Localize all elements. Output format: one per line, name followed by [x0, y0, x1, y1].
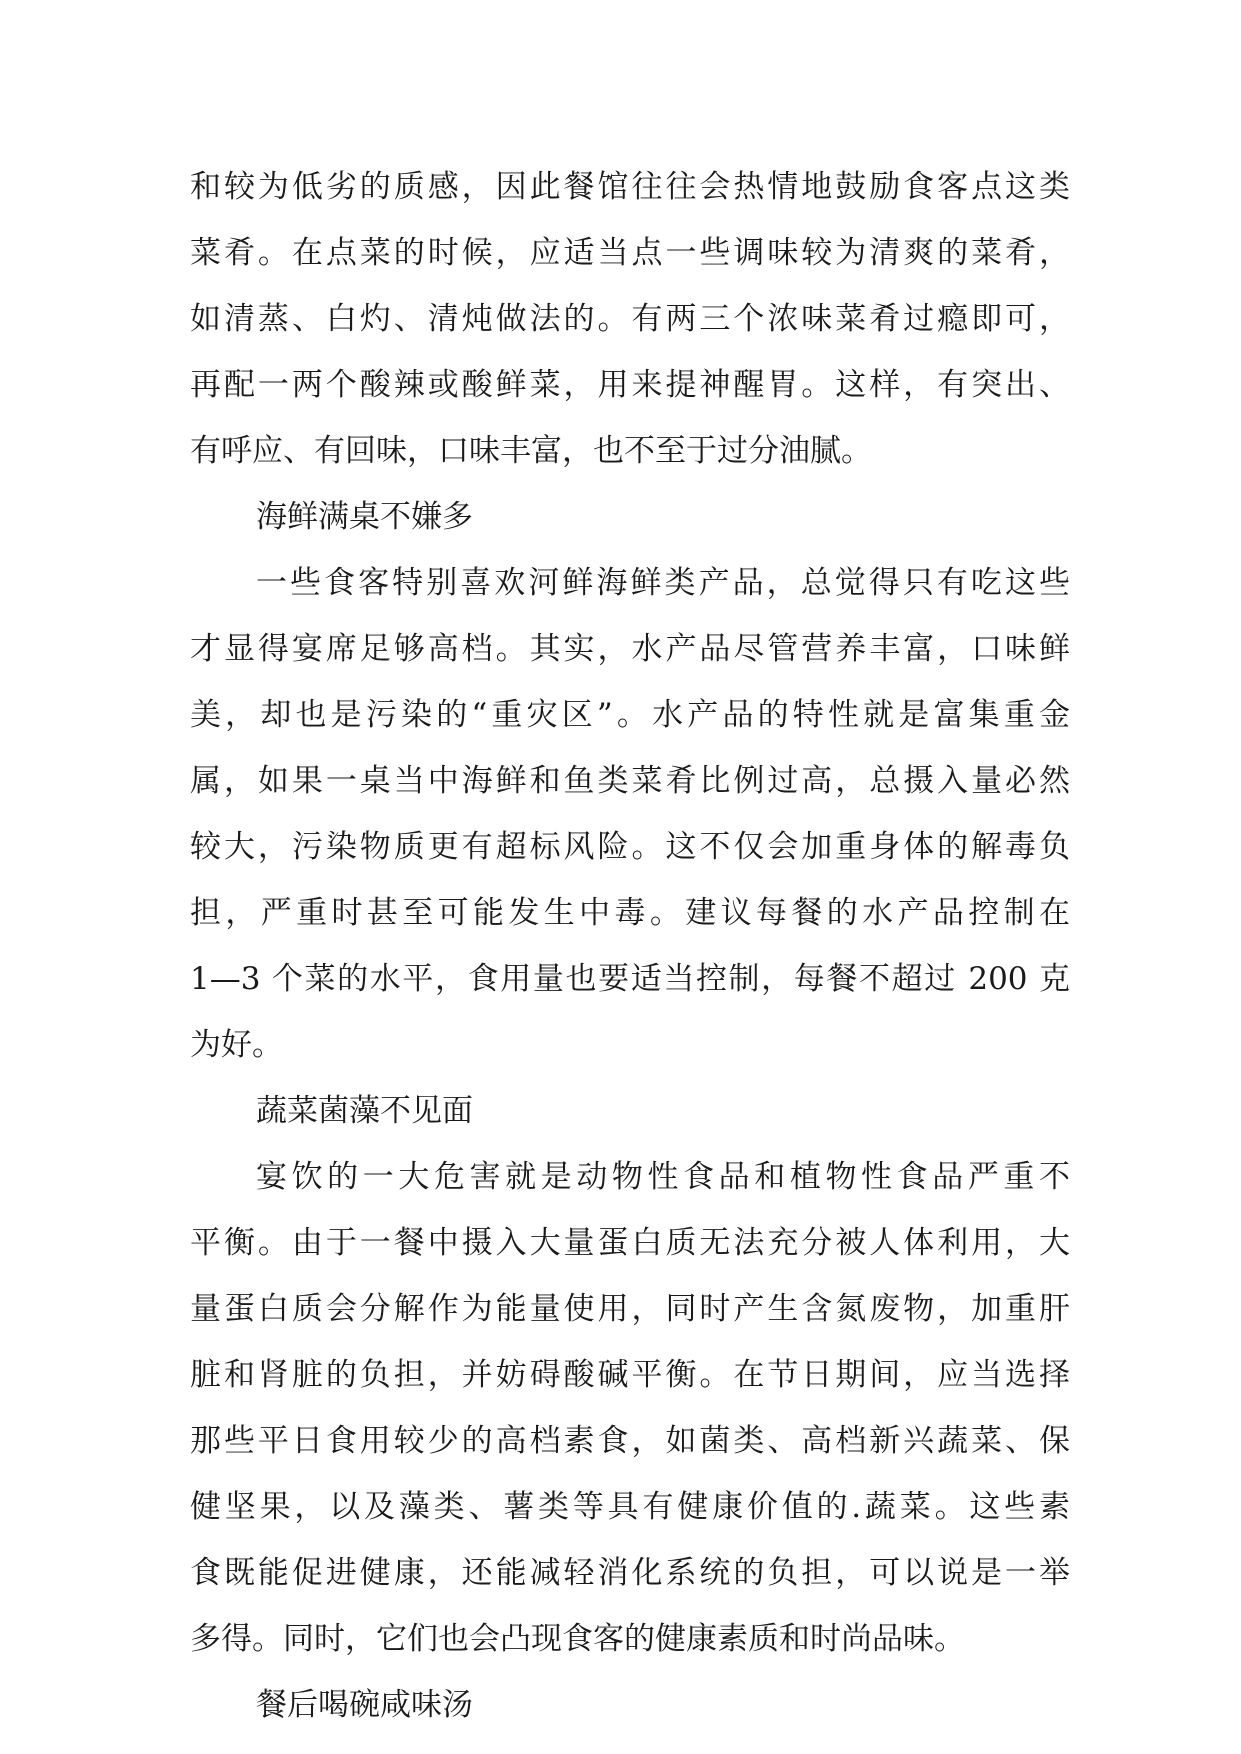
text-line: 宴饮的一大危害就是动物性食品和植物性食品严重不 — [256, 1159, 1070, 1195]
text-line: 健坚果，以及藻类、薯类等具有健康价值的.蔬菜。这些素 — [190, 1489, 1070, 1525]
text-line: 多得。同时，它们也会凸现食客的健康素质和时尚品味。 — [190, 1621, 965, 1657]
text-line: 较大，污染物质更有超标风险。这不仅会加重身体的解毒负 — [190, 829, 1070, 865]
text-line: 量蛋白质会分解作为能量使用，同时产生含氮废物，加重肝 — [190, 1291, 1070, 1327]
text-line: 为好。 — [190, 1027, 283, 1063]
section-heading: 餐后喝碗咸味汤 — [256, 1687, 473, 1723]
text-line: 脏和肾脏的负担，并妨碍酸碱平衡。在节日期间，应当选择 — [190, 1357, 1070, 1393]
text-line: 担，严重时甚至可能发生中毒。建议每餐的水产品控制在 — [190, 895, 1070, 931]
text-line: 属，如果一桌当中海鲜和鱼类菜肴比例过高，总摄入量必然 — [190, 763, 1070, 799]
text-line: 有呼应、有回味，口味丰富，也不至于过分油腻。 — [190, 433, 872, 469]
text-line: 和较为低劣的质感，因此餐馆往往会热情地鼓励食客点这类 — [190, 169, 1070, 205]
text-line: 食既能促进健康，还能减轻消化系统的负担，可以说是一举 — [190, 1555, 1070, 1591]
text-line: 美，却也是污染的“重灾区”。水产品的特性就是富集重金 — [190, 697, 1070, 733]
text-line: 1—3 个菜的水平，食用量也要适当控制，每餐不超过 200 克 — [190, 961, 1070, 997]
section-heading: 蔬菜菌藻不见面 — [256, 1093, 473, 1129]
text-line: 一些食客特别喜欢河鲜海鲜类产品，总觉得只有吃这些 — [256, 565, 1070, 601]
text-line: 如清蒸、白灼、清炖做法的。有两三个浓味菜肴过瘾即可， — [190, 301, 1070, 337]
text-line: 平衡。由于一餐中摄入大量蛋白质无法充分被人体利用，大 — [190, 1225, 1070, 1261]
text-line: 才显得宴席足够高档。其实，水产品尽管营养丰富，口味鲜 — [190, 631, 1070, 667]
text-line: 菜肴。在点菜的时候，应适当点一些调味较为清爽的菜肴， — [190, 235, 1070, 271]
text-line: 那些平日食用较少的高档素食，如菌类、高档新兴蔬菜、保 — [190, 1423, 1070, 1459]
section-heading: 海鲜满桌不嫌多 — [256, 499, 473, 535]
text-line: 再配一两个酸辣或酸鲜菜，用来提神醒胃。这样，有突出、 — [190, 367, 1070, 403]
document-body — [190, 154, 1070, 1738]
